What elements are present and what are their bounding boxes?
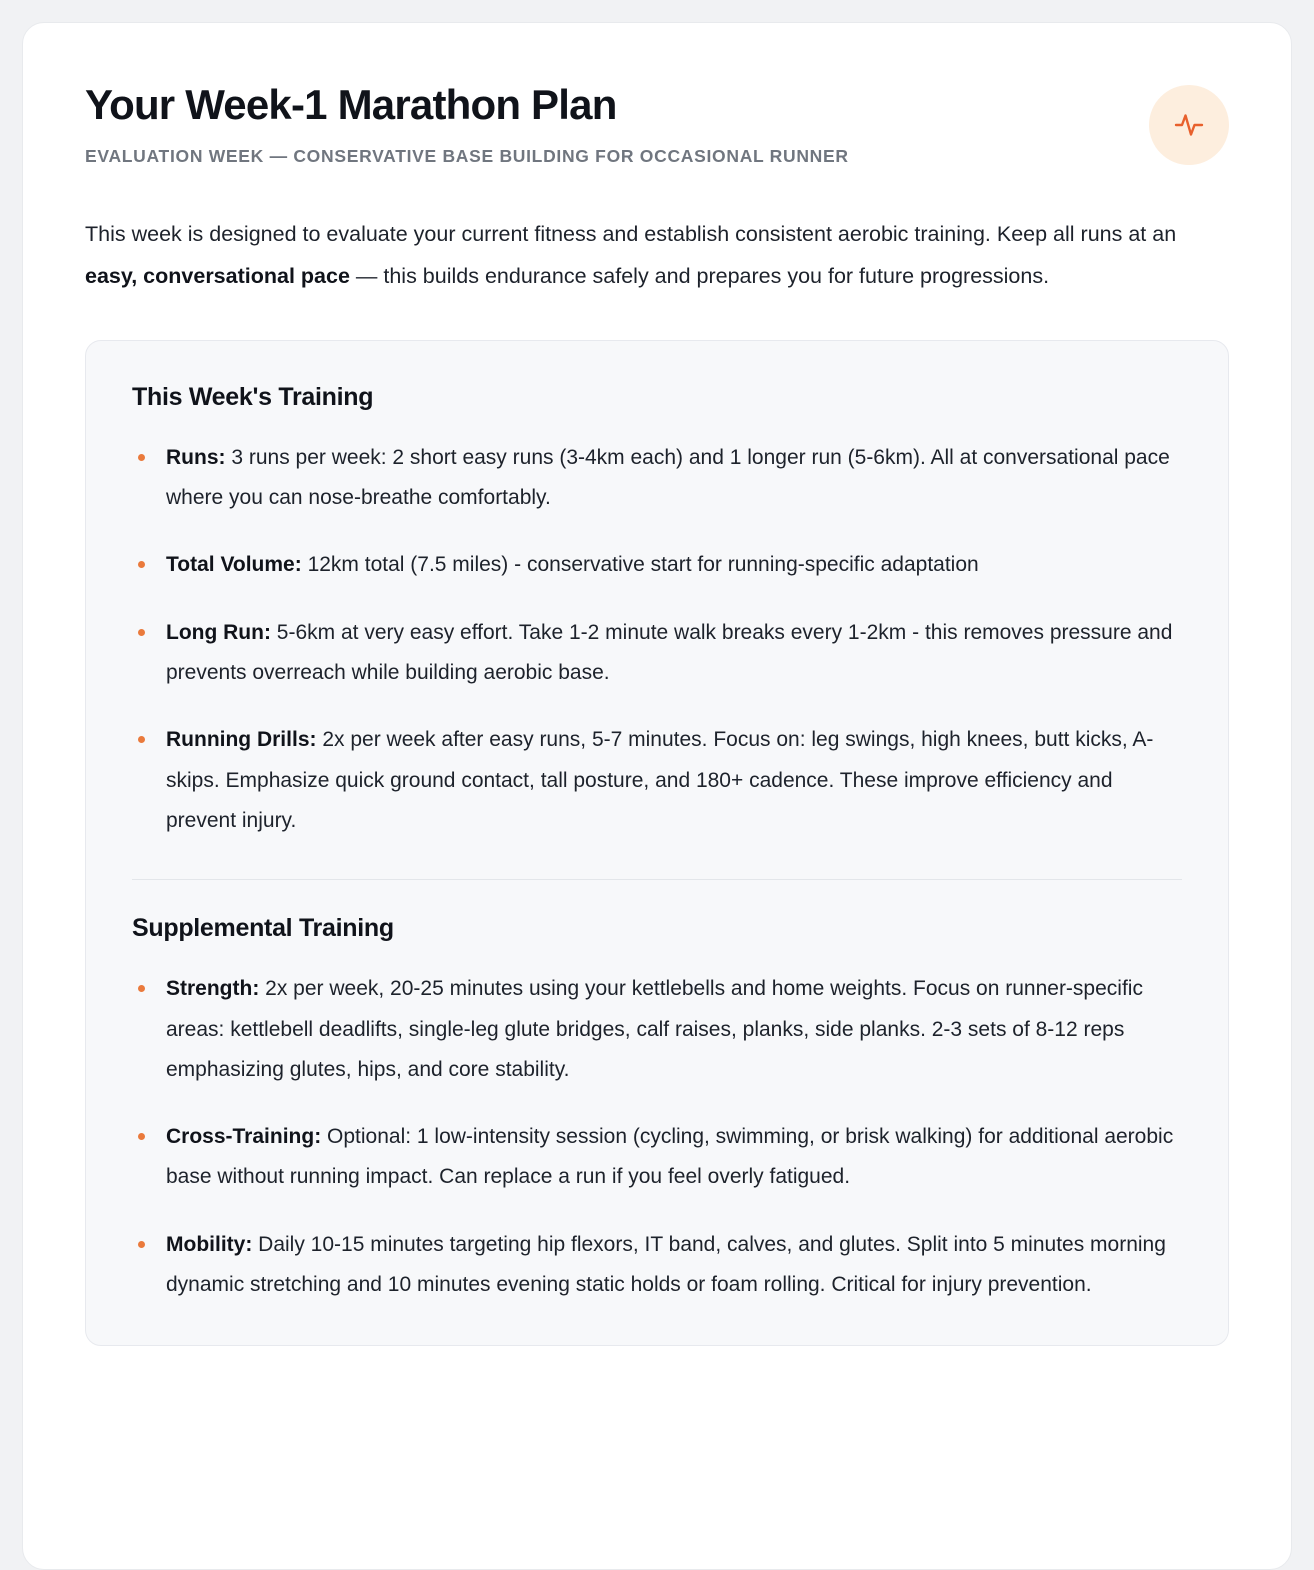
plan-card	[22, 22, 1292, 1570]
activity-pulse-icon	[1149, 85, 1229, 165]
card-header	[85, 81, 1229, 167]
section-heading-this-weeks-training: This Week's Training	[132, 382, 374, 411]
list-item	[132, 613, 1182, 694]
bullet-dot-icon	[138, 1241, 145, 1248]
list-item-text: 3 runs per week: 2 short easy runs (3-4km each) and 1 longer run (5-6km). All at conversational pace where you can nose-breathe comfortably.	[166, 445, 1170, 510]
list-item	[132, 1225, 1182, 1306]
bullet-dot-icon	[138, 736, 145, 743]
list-item-text: 2x per week, 20-25 minutes using your kettlebells and home weights. Focus on runner-specific areas: kettlebell deadlifts, single-leg glute bridges, calf raises, planks, side planks. 2-3 sets of 8-12 reps emphasizing glutes, hips, and core stability.	[166, 977, 1143, 1081]
list-item-text: 12km total (7.5 miles) - conservative start for running-specific adaptation	[301, 553, 979, 577]
list-item-lead: Total Volume:	[166, 553, 302, 577]
bullet-dot-icon	[138, 1133, 145, 1140]
list-item-text: 2x per week after easy runs, 5-7 minutes. Focus on: leg swings, high knees, butt kicks, A-skips. Emphasize quick ground contact, tall posture, and 180+ cadence. These improve efficiency and prevent injury.	[166, 728, 1154, 832]
training-panel	[85, 340, 1229, 1347]
list-item-lead: Mobility:	[166, 1232, 253, 1256]
section-heading-supplemental-training: Supplemental Training	[132, 914, 394, 943]
bullet-dot-icon	[138, 985, 145, 992]
supplemental-training-list	[132, 969, 1182, 1305]
section-divider	[132, 879, 1182, 880]
list-item-text: Optional: 1 low-intensity session (cycling, swimming, or brisk walking) for additional aerobic base without running impact. Can replace a run if you feel overly fatigued.	[166, 1125, 1174, 1189]
intro-text-part2: — this builds endurance safely and prepares you for future progressions.	[349, 264, 1050, 289]
bullet-dot-icon	[138, 454, 145, 461]
page-subtitle: EVALUATION WEEK — CONSERVATIVE BASE BUILDING FOR OCCASIONAL RUNNER	[85, 146, 849, 167]
intro-emphasis: easy, conversational pace	[85, 264, 350, 289]
list-item-text: 5-6km at very easy effort. Take 1-2 minute walk breaks every 1-2km - this removes pressure and prevents overreach while building aerobic base.	[166, 620, 1173, 684]
intro-paragraph	[85, 213, 1180, 298]
list-item	[132, 545, 1182, 585]
page-title: Your Week-1 Marathon Plan	[85, 81, 617, 128]
list-item-lead: Runs:	[166, 445, 226, 469]
intro-text-part1: This week is designed to evaluate your current fitness and establish consistent aerobic training. Keep all runs at an	[85, 222, 1177, 247]
bullet-dot-icon	[138, 561, 145, 568]
bullet-dot-icon	[138, 629, 145, 636]
list-item-text: Daily 10-15 minutes targeting hip flexors, IT band, calves, and glutes. Split into 5 minutes morning dynamic stretching and 10 minutes evening static holds or foam rolling. Critical for injury prevention.	[166, 1232, 1166, 1297]
list-item-lead: Long Run:	[166, 620, 271, 644]
list-item	[132, 1117, 1182, 1198]
list-item	[132, 969, 1182, 1090]
list-item-lead: Running Drills:	[166, 728, 317, 752]
list-item	[132, 438, 1182, 519]
list-item	[132, 720, 1182, 841]
title-block	[85, 81, 1149, 167]
list-item-lead: Cross-Training:	[166, 1125, 322, 1149]
list-item-lead: Strength:	[166, 977, 260, 1001]
this-weeks-training-list	[132, 438, 1182, 842]
